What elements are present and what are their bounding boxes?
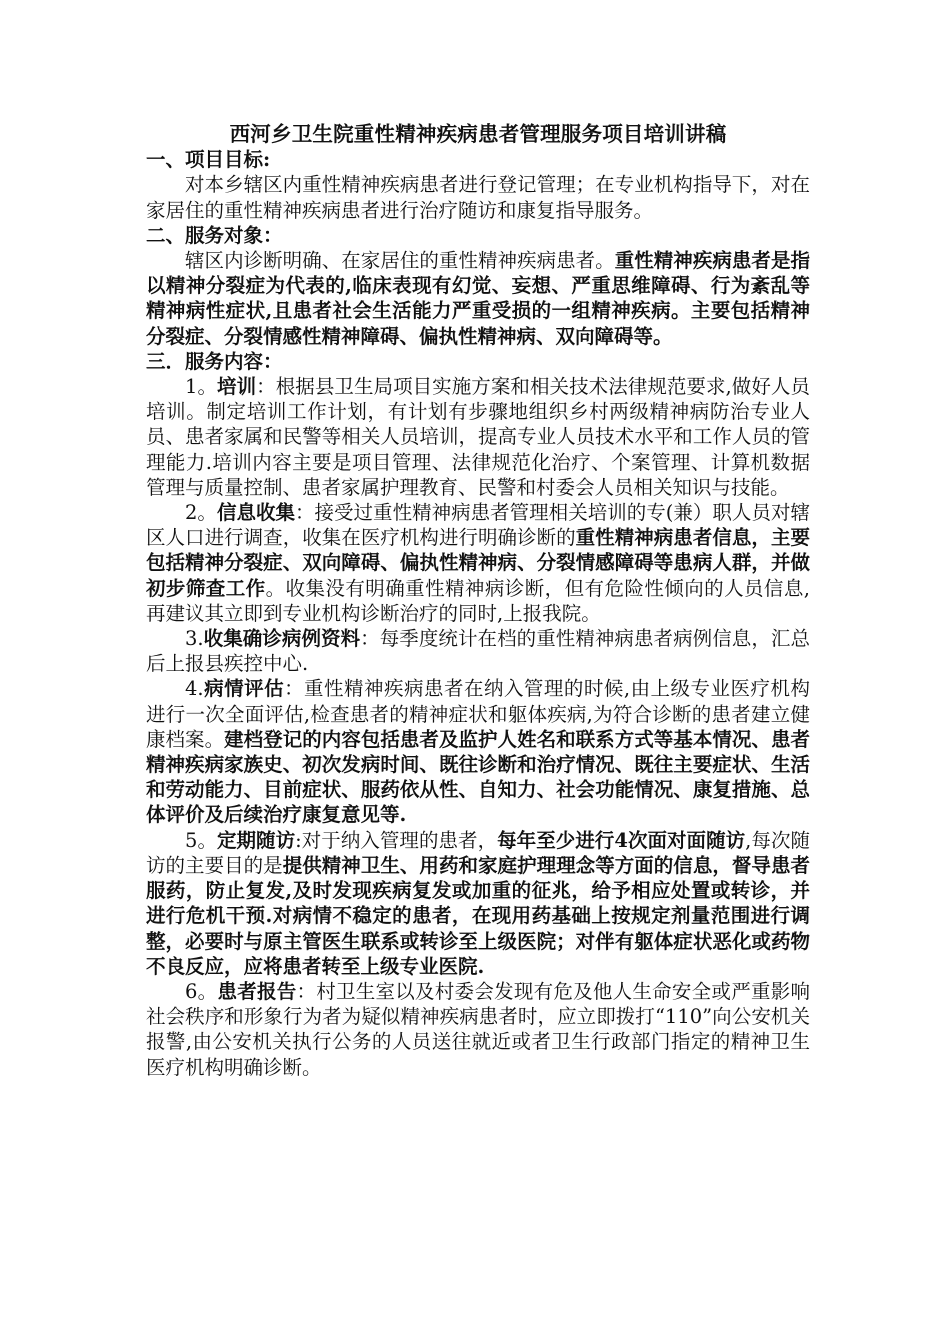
text-span: ：每季度统计在档的重性精神病患者病例信息，汇总后上报县疾控中心. [146, 627, 810, 676]
text-span: 辖区内诊断明确、在家居住的重性精神疾病患者。 [185, 249, 615, 273]
paragraph-item-2 [146, 500, 810, 626]
text-span: ,每次随访的主要目的是 [146, 828, 810, 877]
bold-span: 重性精神疾病患者是指以精神分裂症为代表的,临床表现有幻觉、妄想、严重思维障碍、行为紊乱等精神病性症状,且患者社会生活能力严重受损的一组精神疾病。主要包括精神分裂症、分裂情感性精神障碍、偏执性精神病、双向障碍等。 [146, 249, 810, 348]
text-span: :对于纳入管理的患者， [295, 828, 498, 852]
paragraph-item-6 [146, 979, 810, 1080]
bold-span: 提供精神卫生、用药和家庭护理理念等方面的信息，督导患者服药，防止复发,及时发现疾病复发或加重的征兆，给予相应处置或转诊，并进行危机干预.对病情不稳定的患者，在现用药基础上按规定剂量范围进行调整，必要时与原主管医生联系或转诊至上级医院；对伴有躯体症状恶化或药物不良反应，应将患者转至上级专业医院. [146, 853, 810, 978]
section-heading-goals: 一、项目目标: [146, 148, 271, 172]
item-number: 6。 [185, 979, 218, 1003]
item-label: 病情评估 [203, 677, 285, 701]
item-label: 收集确诊病例资料 [203, 627, 361, 651]
bold-span: 每年至少进行4次面对面随访 [497, 828, 746, 852]
paragraph-item-5 [146, 828, 810, 979]
text-span: 。收集没有明确重性精神病诊断，但有危险性倾向的人员信息,再建议其立即到专业机构诊断治疗的同时,上报我院。 [146, 576, 810, 625]
item-number: 2。 [185, 501, 217, 525]
item-number: 1。 [185, 375, 218, 399]
text-span: ：接受过重性精神病患者管理相关培训的专(兼）职人员对辖区人口进行调查，收集在医疗机构进行明确诊断的 [146, 501, 810, 550]
section-heading-target: 二、服务对象： [146, 223, 283, 247]
text-span: 对本乡辖区内重性精神疾病患者进行登记管理；在专业机构指导下，对在家居住的重性精神疾病患者进行治疗随访和康复指导服务。 [146, 173, 810, 222]
text-span: ：重性精神疾病患者在纳入管理的时候,由上级专业医疗机构进行一次全面评估,检查患者的精神症状和躯体疾病,为符合诊断的患者建立健康档案。 [146, 677, 810, 751]
text-span: ：村卫生室以及村委会发现有危及他人生命安全或严重影响社会秩序和形象行为者为疑似精神疾病患者时，应立即拨打“110”向公安机关报警,由公安机关执行公务的人员送往就近或者卫生行政部门指定的精神卫生医疗机构明确诊断。 [146, 979, 810, 1079]
document-page [146, 122, 810, 1080]
paragraph-item-4 [146, 676, 810, 827]
paragraph-goals [146, 172, 810, 222]
item-label: 患者报告 [217, 979, 297, 1003]
paragraph-item-1 [146, 374, 810, 500]
bold-span: 重性精神病患者信息，主要包括精神分裂症、双向障碍、偏执性精神病、分裂情感障碍等患病人群，并做初步筛查工作 [146, 526, 810, 600]
paragraph-target [146, 248, 810, 349]
item-number: 5。 [185, 828, 217, 852]
item-label: 信息收集 [216, 501, 295, 525]
paragraph-item-3 [146, 626, 810, 676]
section-heading-content: 三．服务内容： [146, 349, 283, 373]
document-title: 西河乡卫生院重性精神疾病患者管理服务项目培训讲稿 [229, 122, 727, 146]
bold-span: 建档登记的内容包括患者及监护人姓名和联系方式等基本情况、患者精神疾病家族史、初次发病时间、既往诊断和治疗情况、既往主要症状、生活和劳动能力、目前症状、服药依从性、自知力、社会功能情况、康复措施、总体评价及后续治疗康复意见等. [146, 727, 810, 827]
item-label: 培训 [217, 375, 257, 399]
text-span: ：根据县卫生局项目实施方案和相关技术法律规范要求,做好人员培训。制定培训工作计划，有计划有步骤地组织乡村两级精神病防治专业人员、患者家属和民警等相关人员培训，提高专业人员技术水平和工作人员的管理能力.培训内容主要是项目管理、法律规范化治疗、个案管理、计算机数据管理与质量控制、患者家属护理教育、民警和村委会人员相关知识与技能。 [146, 375, 810, 499]
item-number: 3. [185, 627, 204, 651]
item-number: 4. [185, 677, 204, 701]
item-label: 定期随访 [216, 828, 296, 852]
